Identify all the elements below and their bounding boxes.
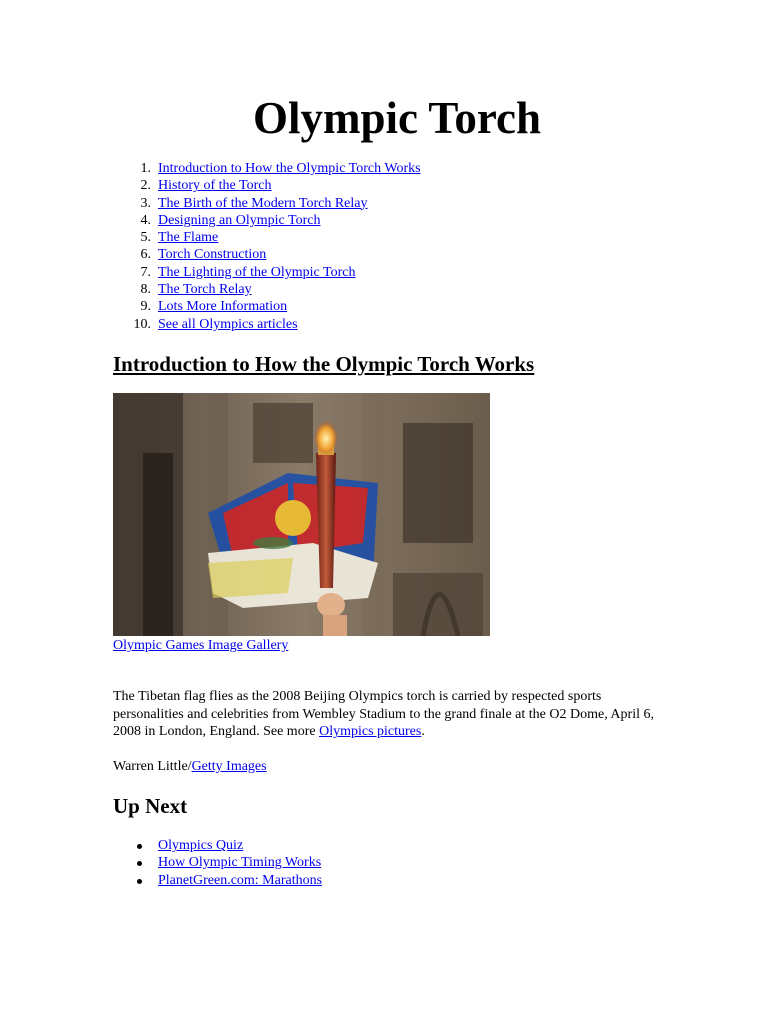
up-next-list — [113, 837, 322, 889]
toc-item — [113, 177, 421, 194]
olympics-pictures-link[interactable]: Olympics pictures — [319, 724, 422, 740]
toc-link-more-information[interactable]: Lots More Information — [158, 299, 288, 315]
toc-number: 3. — [140, 195, 151, 211]
toc-number: 10. — [133, 316, 151, 332]
toc-link-torch-relay[interactable]: The Torch Relay — [158, 282, 252, 298]
up-next-link-quiz[interactable]: Olympics Quiz — [158, 838, 244, 853]
toc-item — [113, 212, 421, 229]
toc-item — [113, 246, 421, 263]
bullet-icon — [137, 879, 142, 884]
toc-number: 7. — [140, 264, 151, 280]
toc-item — [113, 160, 421, 177]
toc-number: 9. — [140, 299, 151, 315]
toc-number: 1. — [140, 161, 151, 176]
toc-item — [113, 229, 421, 246]
up-next-link-timing[interactable]: How Olympic Timing Works — [158, 855, 322, 871]
toc-number: 6. — [140, 247, 151, 263]
image-gallery-link[interactable]: Olympic Games Image Gallery — [113, 638, 289, 653]
toc-item — [113, 316, 421, 333]
toc-link-designing[interactable]: Designing an Olympic Torch — [158, 212, 321, 228]
caption-text: The Tibetan flag flies as the 2008 Beijing Olympics torch is carried by respected sports personalities and celebrities from Wembley Stadium to the grand finale at the O2 Dome, April 6, 2008 in London, England. See more — [113, 689, 654, 740]
toc-item — [113, 195, 421, 212]
toc-number: 8. — [140, 282, 151, 298]
photo-caption — [113, 688, 658, 741]
credit-prefix: Warren Little/ — [113, 759, 192, 774]
torch-photo — [113, 393, 490, 636]
toc-item — [113, 298, 421, 315]
caption-end: . — [421, 724, 425, 740]
toc-number: 4. — [140, 212, 151, 228]
up-next-link-marathons[interactable]: PlanetGreen.com: Marathons — [158, 872, 323, 888]
toc-link-birth-of-relay[interactable]: The Birth of the Modern Torch Relay — [158, 195, 368, 211]
toc-link-construction[interactable]: Torch Construction — [158, 247, 267, 263]
toc-number: 5. — [140, 230, 151, 246]
toc-number: 2. — [140, 178, 151, 194]
list-item — [113, 854, 322, 871]
table-of-contents — [113, 160, 421, 333]
bullet-icon — [137, 844, 142, 849]
toc-link-history[interactable]: History of the Torch — [158, 178, 272, 194]
bullet-icon — [137, 861, 142, 866]
page-title: Olympic Torch — [253, 93, 541, 143]
list-item — [113, 872, 322, 889]
list-item — [113, 837, 322, 854]
section-heading: Introduction to How the Olympic Torch Works — [113, 352, 535, 376]
toc-link-flame[interactable]: The Flame — [158, 230, 219, 246]
toc-link-lighting[interactable]: The Lighting of the Olympic Torch — [158, 264, 356, 280]
toc-link-introduction[interactable]: Introduction to How the Olympic Torch Works — [158, 161, 421, 176]
toc-item — [113, 264, 421, 281]
photo-credit — [113, 758, 267, 775]
up-next-heading: Up Next — [113, 794, 188, 818]
getty-images-link[interactable]: Getty Images — [191, 759, 267, 774]
toc-item — [113, 281, 421, 298]
toc-link-all-articles[interactable]: See all Olympics articles — [158, 316, 298, 332]
